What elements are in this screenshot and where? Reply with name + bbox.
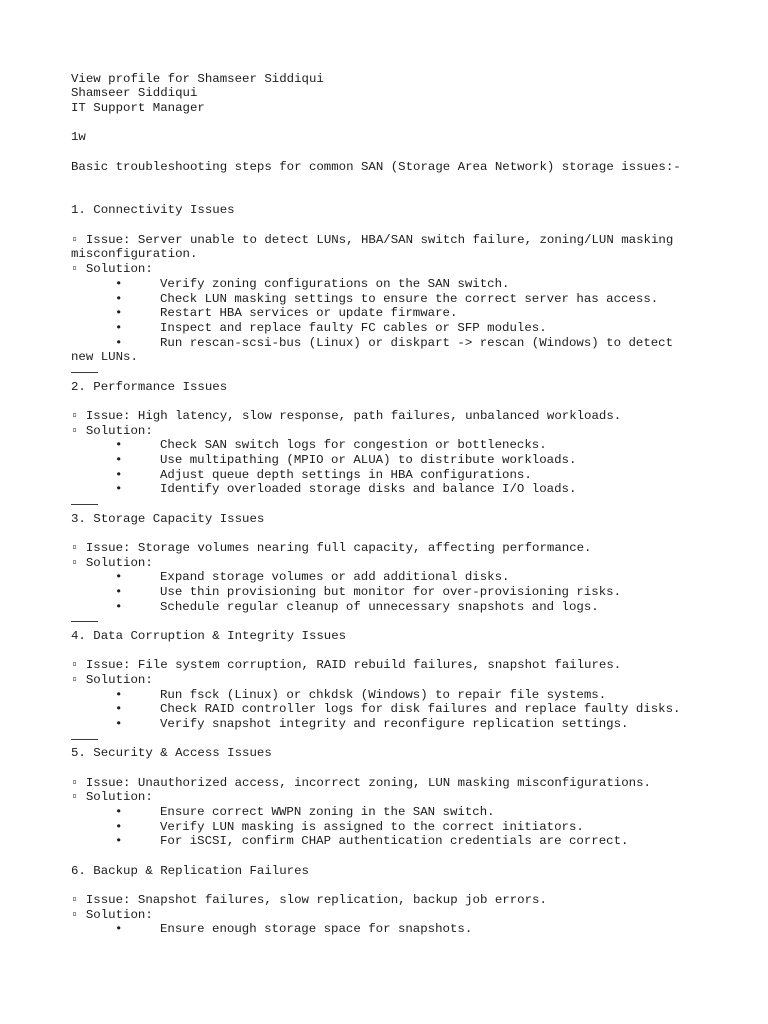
solution-line bbox=[71, 424, 696, 439]
solution-item-text: Ensure enough storage space for snapshots. bbox=[160, 922, 473, 937]
section-heading: 5. Security & Access Issues bbox=[71, 746, 272, 761]
section-performance bbox=[71, 380, 696, 512]
issue-text: Issue: Snapshot failures, slow replication, backup job errors. bbox=[85, 892, 547, 907]
divider bbox=[71, 614, 696, 629]
bullet-marker: • bbox=[115, 276, 123, 291]
section-heading: 1. Connectivity Issues bbox=[71, 203, 235, 218]
bullet-marker: • bbox=[115, 584, 123, 599]
bullet-marker: • bbox=[115, 922, 123, 937]
solution-label: Solution: bbox=[85, 790, 153, 805]
solution-item-text: Verify snapshot integrity and reconfigure replication settings. bbox=[160, 716, 629, 731]
square-marker: ▫ bbox=[71, 262, 79, 277]
post-age: 1w bbox=[71, 130, 86, 145]
bullet-marker: • bbox=[115, 804, 123, 819]
solution-item-text: Run rescan-scsi-bus (Linux) or diskpart -> rescan (Windows) to detect new LUNs. bbox=[71, 335, 674, 365]
solution-label: Solution: bbox=[85, 907, 153, 922]
issue-text: Issue: High latency, slow response, path failures, unbalanced workloads. bbox=[85, 408, 622, 423]
section-heading: 4. Data Corruption & Integrity Issues bbox=[71, 628, 347, 643]
solution-item bbox=[71, 702, 696, 717]
solution-item bbox=[71, 277, 696, 292]
solution-item bbox=[71, 570, 696, 585]
issue-text: Issue: Unauthorized access, incorrect zoning, LUN masking misconfigurations. bbox=[85, 775, 651, 790]
bullet-marker: • bbox=[115, 452, 123, 467]
author-title: IT Support Manager bbox=[71, 100, 205, 115]
issue-text: Issue: Server unable to detect LUNs, HBA/SAN switch failure, zoning/LUN masking misconfiguration. bbox=[71, 232, 674, 262]
blank-line bbox=[71, 174, 696, 189]
solution-line bbox=[71, 262, 696, 277]
bullet-marker: • bbox=[115, 702, 123, 717]
blank-line bbox=[71, 526, 696, 541]
square-marker: ▫ bbox=[71, 892, 79, 907]
issue-line bbox=[71, 233, 696, 262]
solution-item bbox=[71, 438, 696, 453]
solution-item bbox=[71, 336, 696, 365]
square-marker: ▫ bbox=[71, 790, 79, 805]
solution-line bbox=[71, 790, 696, 805]
section-backup-replication bbox=[71, 864, 696, 937]
solution-line bbox=[71, 908, 696, 923]
solution-item-text: Verify LUN masking is assigned to the correct initiators. bbox=[160, 819, 584, 834]
square-marker: ▫ bbox=[71, 423, 79, 438]
solution-item-text: Verify zoning configurations on the SAN switch. bbox=[160, 276, 510, 291]
blank-line bbox=[71, 116, 696, 131]
author-name: Shamseer Siddiqui bbox=[71, 86, 198, 101]
section-storage-capacity bbox=[71, 512, 696, 629]
square-marker: ▫ bbox=[71, 775, 79, 790]
issue-line bbox=[71, 541, 696, 556]
intro-text: Basic troubleshooting steps for common SAN (Storage Area Network) storage issues:- bbox=[71, 159, 681, 174]
issue-line bbox=[71, 409, 696, 424]
bullet-marker: • bbox=[115, 335, 123, 350]
solution-item bbox=[71, 805, 696, 820]
bullet-marker: • bbox=[115, 482, 123, 497]
blank-line bbox=[71, 849, 696, 864]
solution-item-text: Identify overloaded storage disks and balance I/O loads. bbox=[160, 482, 577, 497]
solution-item bbox=[71, 922, 696, 937]
issue-text: Issue: File system corruption, RAID rebuild failures, snapshot failures. bbox=[85, 658, 622, 673]
solution-item-text: Run fsck (Linux) or chkdsk (Windows) to repair file systems. bbox=[160, 687, 607, 702]
solution-item-text: Expand storage volumes or add additional disks. bbox=[160, 570, 510, 585]
square-marker: ▫ bbox=[71, 907, 79, 922]
section-data-corruption bbox=[71, 629, 696, 746]
bullet-marker: • bbox=[115, 291, 123, 306]
blank-line bbox=[71, 189, 696, 204]
solution-item bbox=[71, 585, 696, 600]
solution-label: Solution: bbox=[85, 672, 153, 687]
solution-item bbox=[71, 820, 696, 835]
issue-line bbox=[71, 776, 696, 791]
solution-item-text: Inspect and replace faulty FC cables or SFP modules. bbox=[160, 320, 547, 335]
bullet-marker: • bbox=[115, 834, 123, 849]
solution-item bbox=[71, 292, 696, 307]
divider bbox=[71, 732, 696, 747]
solution-item-text: Ensure correct WWPN zoning in the SAN switch. bbox=[160, 804, 495, 819]
bullet-marker: • bbox=[115, 320, 123, 335]
solution-item bbox=[71, 600, 696, 615]
blank-line bbox=[71, 218, 696, 233]
divider bbox=[71, 497, 696, 512]
solution-item-text: Check RAID controller logs for disk failures and replace faulty disks. bbox=[160, 702, 681, 717]
solution-label: Solution: bbox=[85, 423, 153, 438]
solution-item-text: For iSCSI, confirm CHAP authentication credentials are correct. bbox=[160, 834, 629, 849]
divider-line bbox=[71, 372, 98, 373]
solution-item-text: Restart HBA services or update firmware. bbox=[160, 306, 458, 321]
solution-item bbox=[71, 688, 696, 703]
issue-text: Issue: Storage volumes nearing full capacity, affecting performance. bbox=[85, 540, 592, 555]
section-connectivity bbox=[71, 203, 696, 379]
section-heading: 3. Storage Capacity Issues bbox=[71, 511, 265, 526]
solution-label: Solution: bbox=[85, 262, 153, 277]
issue-line bbox=[71, 658, 696, 673]
solution-item bbox=[71, 453, 696, 468]
solution-item-text: Use thin provisioning but monitor for over-provisioning risks. bbox=[160, 584, 622, 599]
bullet-marker: • bbox=[115, 819, 123, 834]
bullet-marker: • bbox=[115, 687, 123, 702]
section-security-access bbox=[71, 746, 696, 863]
divider-line bbox=[71, 739, 98, 740]
bullet-marker: • bbox=[115, 716, 123, 731]
square-marker: ▫ bbox=[71, 555, 79, 570]
solution-item-text: Schedule regular cleanup of unnecessary snapshots and logs. bbox=[160, 599, 599, 614]
bullet-marker: • bbox=[115, 467, 123, 482]
bullet-marker: • bbox=[115, 570, 123, 585]
solution-item bbox=[71, 321, 696, 336]
solution-item-text: Use multipathing (MPIO or ALUA) to distribute workloads. bbox=[160, 452, 577, 467]
blank-line bbox=[71, 761, 696, 776]
solution-label: Solution: bbox=[85, 555, 153, 570]
bullet-marker: • bbox=[115, 438, 123, 453]
solution-line bbox=[71, 673, 696, 688]
square-marker: ▫ bbox=[71, 658, 79, 673]
solution-item-text: Adjust queue depth settings in HBA configurations. bbox=[160, 467, 532, 482]
document bbox=[71, 72, 696, 937]
divider bbox=[71, 365, 696, 380]
solution-item bbox=[71, 306, 696, 321]
solution-item-text: Check SAN switch logs for congestion or bottlenecks. bbox=[160, 438, 547, 453]
bullet-marker: • bbox=[115, 599, 123, 614]
section-heading: 2. Performance Issues bbox=[71, 379, 228, 394]
bullet-marker: • bbox=[115, 306, 123, 321]
issue-line bbox=[71, 893, 696, 908]
solution-item bbox=[71, 468, 696, 483]
square-marker: ▫ bbox=[71, 672, 79, 687]
solution-item bbox=[71, 834, 696, 849]
view-profile-text: View profile for Shamseer Siddiqui bbox=[71, 71, 324, 86]
solution-item bbox=[71, 482, 696, 497]
divider-line bbox=[71, 621, 98, 622]
square-marker: ▫ bbox=[71, 540, 79, 555]
blank-line bbox=[71, 644, 696, 659]
solution-line bbox=[71, 556, 696, 571]
section-heading: 6. Backup & Replication Failures bbox=[71, 863, 309, 878]
solution-item bbox=[71, 717, 696, 732]
solution-item-text: Check LUN masking settings to ensure the correct server has access. bbox=[160, 291, 659, 306]
square-marker: ▫ bbox=[71, 408, 79, 423]
blank-line bbox=[71, 145, 696, 160]
divider-line bbox=[71, 504, 98, 505]
blank-line bbox=[71, 394, 696, 409]
blank-line bbox=[71, 878, 696, 893]
square-marker: ▫ bbox=[71, 232, 79, 247]
